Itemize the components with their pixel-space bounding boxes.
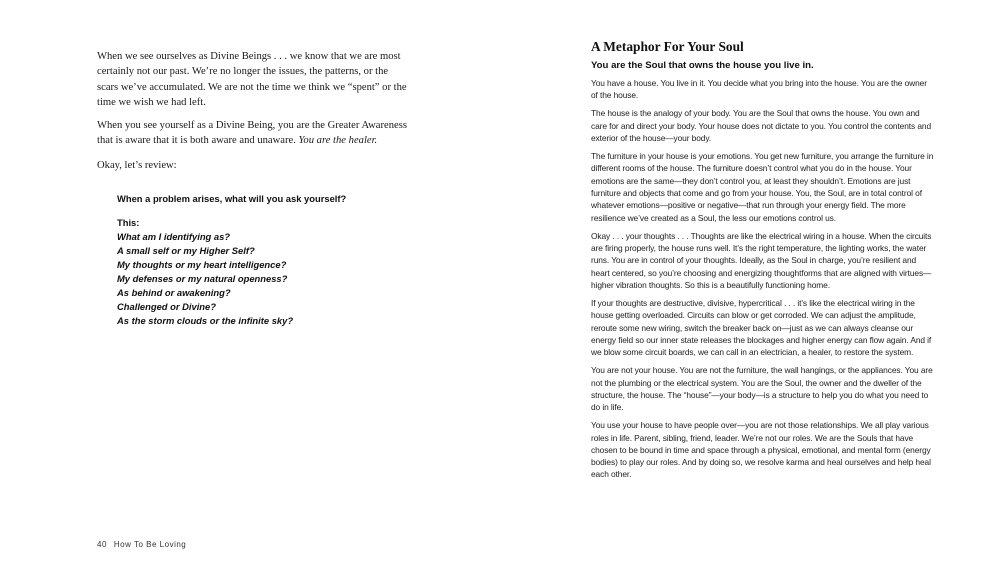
review-question: When a problem arises, what will you ask yourself? [117,193,347,204]
body-paragraph: You use your house to have people over—you are not those relationships. We all play various roles in life. Parent, sibling, friend, leader. We’re not our roles. We are the Souls that have chosen to be bound in time and space through a physical, emotional, and mental form (energy bodies) to play our roles. And by doing so, we resolve karma and heal ourselves and help heal each other. [591,420,931,480]
left-paragraph-2-text: When you see yourself as a Divine Being, you are the Greater Awareness that is aware that it is both aware and unaware. [97,120,407,147]
list-item: A small self or my Higher Self? [117,245,255,256]
right-page [500,0,1000,571]
list-item: My defenses or my natural openness? [117,273,288,284]
list-item: Challenged or Divine? [117,301,216,312]
list-heading: This: [117,217,140,228]
list-item: As behind or awakening? [117,287,231,298]
body-paragraph: If your thoughts are destructive, divisive, hypercritical . . . it’s like the electrical wiring in the house getting overloaded. Circuits can blow or get corroded. We can adjust the amplitude, reroute some new wiring, switch the breaker back on—just as we can always cleanse our energy field so our inner state releases the blockages and higher energy can flow again. And if we blow some circuit boards, we can call in an electrician, a healer, to restore the system. [591,297,932,358]
section-title: A Metaphor For Your Soul [591,39,744,54]
list-item: My thoughts or my heart intelligence? [117,259,287,270]
left-paragraph-3: Okay, let’s review: [97,160,177,171]
self-inquiry-list [117,216,417,328]
healer-emphasis: You are the healer. [298,135,378,147]
book-title: How To Be Loving [113,540,187,549]
body-paragraph: Okay . . . your thoughts . . . Thoughts are like the electrical wiring in a house. When the circuits are firing properly, the house runs well. It’s the right temperature, the lighting works, the water runs. You are in control of your thoughts. Ideally, as the Soul in charge, you’re resilient and heart centered, so you’re choosing and energizing thoughtforms that are aligned with virtues—higher vibration thoughts. So this is a beautifully functioning home. [591,230,932,290]
body-paragraph: The house is the analogy of your body. You are the Soul that owns the house. You own and care for and direct your body. Your house does not dictate to you. You control the contents and exterior of the house—your body. [591,108,932,143]
section-subtitle: You are the Soul that owns the house you live in. [591,60,814,71]
body-paragraph: You have a house. You live in it. You decide what you bring into the house. You are the owner of the house. [591,78,927,101]
list-item: As the storm clouds or the infinite sky? [117,315,294,326]
section-body [591,77,934,486]
body-paragraph: The furniture in your house is your emotions. You get new furniture, you arrange the furniture in different rooms of the house. The furniture doesn’t control what you do in the house. Your emotions are the same—they don’t control you, at least they shouldn’t. Emotions are just furniture and objects that come and go from your house. You, the Soul, are in total control of whatever emotions—positive or negative—that run through your energy field. The more resilience we’ve created as a Soul, the less our emotions control us. [591,151,934,223]
list-item: What am I identifying as? [117,231,231,242]
page-footer [97,540,186,549]
left-paragraph-2 [97,118,407,149]
page-number: 40 [97,540,107,549]
left-paragraph-1: When we see ourselves as Divine Beings . . . we know that we are most certainly not our past. We’re no longer the issues, the patterns, or the scars we’ve accumulated. We are not the time we think we “spent” or the time we wish we had left. [97,51,407,109]
body-paragraph: You are not your house. You are not the furniture, the wall hangings, or the appliances. You are not the plumbing or the electrical system. You are the Soul, the owner and the dweller of the structure, the house. The “house”—your body—is a structure to help you do what you need to do in life. [591,365,933,413]
